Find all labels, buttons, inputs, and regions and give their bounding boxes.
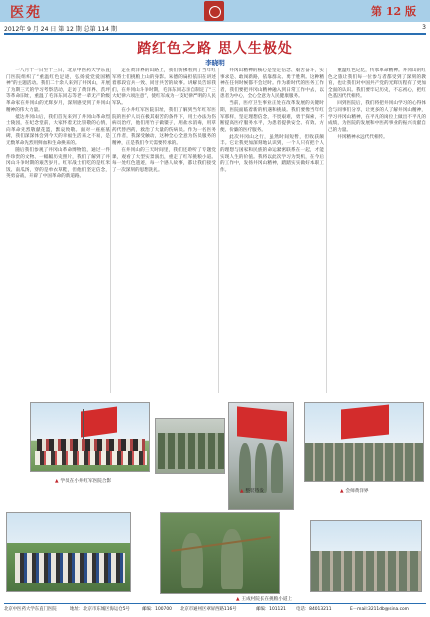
soldier	[181, 533, 203, 588]
column-divider	[326, 68, 327, 393]
issue-date: 2012年 9 月 24 日 第 12 期 总第 114 期	[4, 26, 117, 33]
footer-phone: 电话：84013211	[296, 607, 332, 612]
article-column-2	[112, 68, 216, 393]
triangle-icon: ▲	[240, 489, 244, 494]
soldier-group	[305, 443, 424, 482]
paragraph: 井冈精神永远代代相传。	[337, 134, 388, 140]
footer-sponsor: 北京中医药大学东直门医院	[4, 607, 57, 612]
article-column-1	[6, 68, 110, 393]
soldier-group	[311, 551, 422, 592]
photo-soldiers-right	[310, 520, 422, 592]
footer-address: 地址：北京市东城区海运仓5号	[70, 607, 130, 612]
edition-number: 第 12 版	[371, 5, 416, 18]
article-column-3	[220, 68, 324, 393]
soldier	[271, 443, 283, 493]
soldier-group	[158, 433, 224, 469]
paragraph: 重温红色记忆，传承革命精神。井冈山的红色之旅让我们每一位参与者都受到了深刻的教育，也让我们对中国共产党的光辉历程有了更加全面的认识。我们要牢记历史，不忘初心，把红色基因代代相传。	[328, 68, 426, 100]
crowd-row	[35, 451, 147, 465]
caption-group-photo: ▲ 学员在小井红军医院合影	[55, 479, 112, 484]
red-flag	[81, 406, 117, 437]
page-number: 3	[422, 24, 426, 31]
paragraph: 随后我们参观了井冈山革命博物馆，通过一件件珍贵的文物、一幅幅历史照片，我们了解到了井冈山斗争时期的艰苦岁月。红军战士们吃的是红米饭、南瓜汤，穿的是单衣草鞋，但他们坚定信念，英勇奋战，开辟了中国革命的新道路。	[6, 147, 110, 180]
article-headline: 踏红色之路 思人生极处	[137, 41, 293, 57]
bottom-divider	[4, 603, 426, 604]
triangle-icon: ▲	[236, 597, 240, 602]
triangle-icon: ▲	[340, 489, 344, 494]
caption-huangyangjie: ▲ 会师黄洋界	[340, 489, 369, 494]
red-flag	[237, 406, 287, 441]
photo-soldiers-line	[155, 418, 225, 474]
red-flag	[341, 404, 389, 439]
caption-guards: ▲ 整装待发	[240, 489, 264, 494]
paragraph: 一八月十一日至十三日，北京中医药大学东直门医院组织了“重温红色足迹，弘扬爱党爱国精神”的主题活动。我们二十余人来到了井冈山，开展了为期三天的学习考察活动，走访了黄洋界、茨坪等革命旧址，重温了毛泽东同志等老一辈无产阶级革命家在井冈山的光辉岁月，深刻感受到了井冈山精神的伟大力量。	[6, 68, 110, 113]
paragraph: 在小井红军医院旧址，我们了解到当年红军医院的医护人员在极其艰苦的条件下，用土办法为伤病员治疗，他们用竹子做镊子，用盐水消毒，用草药代替西药，救治了大量的伤病员。作为一名医务工作者，我深受触动，这种全心全意为伤员服务的精神，正是我们今天需要传承的。	[112, 107, 216, 146]
photo-commander	[160, 512, 280, 594]
column-name: 医苑	[10, 5, 42, 21]
soldier	[255, 443, 267, 493]
paragraph: 走在黄洋界的山路上，我们仿佛看到了当年红军将士们挑粮上山的身影。朱德的扁担依旧在讲述着那段官兵一致、同甘共苦的故事。讲解员告诉我们，在井冈山斗争时期，毛泽东同志亲自制定了“三大纪律六项注意”，使红军成为一支纪律严明的人民军队。	[112, 68, 216, 106]
photo-mountain-road	[6, 512, 131, 592]
article-column-4	[328, 68, 426, 393]
caption-commander: ▲ 王成村院长在挑粮小道上	[236, 597, 293, 602]
paragraph: 井冈山精神的核心是坚定信念、艰苦奋斗，实事求是、敢闯新路，依靠群众、勇于胜利。这种精神在任何时候都不会过时。作为新时代的医务工作者，我们要把井冈山精神融入到日常工作中去，以患者为中心，全心全意为人民健康服务。	[220, 68, 324, 100]
article-byline: 李晓明	[205, 59, 225, 67]
top-divider	[4, 33, 426, 35]
column-divider	[110, 68, 111, 393]
paragraph: 当前，医疗卫生事业正处在改革发展的关键时期，医院面临着新的机遇和挑战。我们要像当年红军那样，坚定理想信念，不畏艰难，勇于探索，不断提高医疗服务水平，为患者提供安全、有效、方便、价廉的医疗服务。	[220, 101, 324, 133]
footer-postcode: 邮编：100700	[142, 607, 172, 612]
column-divider	[218, 68, 219, 393]
soldier	[239, 443, 251, 493]
group-people	[15, 553, 125, 583]
photo-flag-group	[30, 402, 150, 472]
footer-tongzhou: 北京市通州区翠屏西路116号	[180, 607, 237, 612]
paragraph: 在井冈山的三天时间里，我们还聆听了专题党课，观看了大型实景演出，重走了红军挑粮小道。每一处红色遗迹，每一个感人故事，都让我们接受了一次深刻的思想洗礼。	[112, 147, 216, 173]
paragraph: 回到医院后，我们将把井冈山学习的心得体会与同事们分享，让更多的人了解井冈山精神，学习井冈山精神，在平凡的岗位上做出不平凡的成绩，为医院的发展和中医药事业的振兴贡献自己的力量。	[328, 101, 426, 133]
soldier	[221, 529, 243, 589]
photo-huangyangjie	[304, 402, 424, 482]
paragraph: 此次井冈山之行，虽然时间短暂，但收获颇丰。它让我更加深刻地认识到，一个人只有把个人的理想与国家和民族的命运紧密联系在一起，才能实现人生的价值。我将以此次学习为契机，在今后的工作中，发扬井冈山精神，踏踏实实做好本职工作。	[220, 134, 324, 173]
triangle-icon: ▲	[55, 479, 59, 484]
masthead	[0, 0, 430, 22]
footer-postcode-2: 邮编：101121	[256, 607, 286, 612]
footer-email: E－mail:3211db@sina.com	[350, 607, 409, 612]
hospital-logo-icon	[204, 1, 224, 21]
paragraph: 抵达井冈山后，我们首先来到了井冈山革命烈士陵园，在纪念堂前，大家怀着无比崇敬的心情，向革命先烈敬献花篮，默哀致敬。面对一座座墓碑，我们深深体会到今天的幸福生活来之不易，是无数革命先烈用鲜血和生命换来的。	[6, 114, 110, 146]
